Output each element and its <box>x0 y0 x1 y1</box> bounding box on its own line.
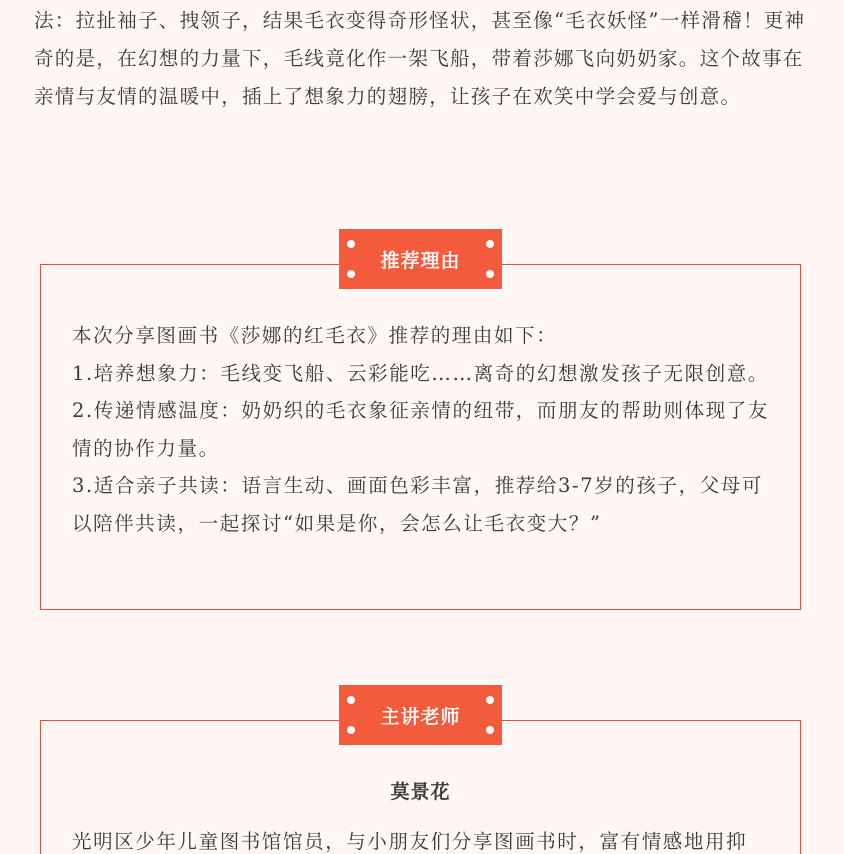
lecturer-name: 莫景花 <box>390 781 451 803</box>
tag-corner-dot <box>486 240 494 248</box>
tag-corner-dot <box>486 270 494 278</box>
recommendation-reason-box <box>40 264 801 610</box>
tag-corner-dot <box>486 726 494 734</box>
tag-corner-dot <box>347 240 355 248</box>
recommendation-reason-tag <box>339 229 502 289</box>
reason-lead: 本次分享图画书《莎娜的红毛衣》推荐的理由如下： <box>72 324 558 347</box>
reason-item-imagination: 1.培养想象力：毛线变飞船、云彩能吃……离奇的幻想激发孩子无限创意。 <box>72 361 770 385</box>
recommendation-reason-title: 推荐理由 <box>380 249 461 272</box>
intro-text-block <box>34 2 810 116</box>
tag-corner-dot <box>486 696 494 704</box>
reason-item-parent-child-reading: 3.适合亲子共读：语言生动、画面色彩丰富，推荐给3-7岁的孩子，父母可以陪伴共读，一起探讨“如果是你，会怎么让毛衣变大？” <box>72 474 764 535</box>
tag-corner-dot <box>347 270 355 278</box>
intro-paragraph: 法：拉扯袖子、拽领子，结果毛衣变得奇形怪状，甚至像“毛衣妖怪”一样滑稽！更神奇的是，在幻想的力量下，毛线竟化作一架飞船，带着莎娜飞向奶奶家。这个故事在亲情与友情的温暖中，插上了想象力的翅膀，让孩子在欢笑中学会爱与创意。 <box>34 9 806 108</box>
tag-corner-dot <box>347 696 355 704</box>
reason-item-emotion: 2.传递情感温度：奶奶织的毛衣象征亲情的纽带，而朋友的帮助则体现了友情的协作力量。 <box>72 399 770 460</box>
recommendation-reason-content <box>72 317 776 542</box>
lecturer-bio: 光明区少年儿童图书馆馆员，与小朋友们分享图画书时，富有情感地用抑 <box>72 830 748 853</box>
lecturer-tag <box>339 685 502 745</box>
tag-corner-dot <box>347 726 355 734</box>
lecturer-title: 主讲老师 <box>380 705 461 728</box>
